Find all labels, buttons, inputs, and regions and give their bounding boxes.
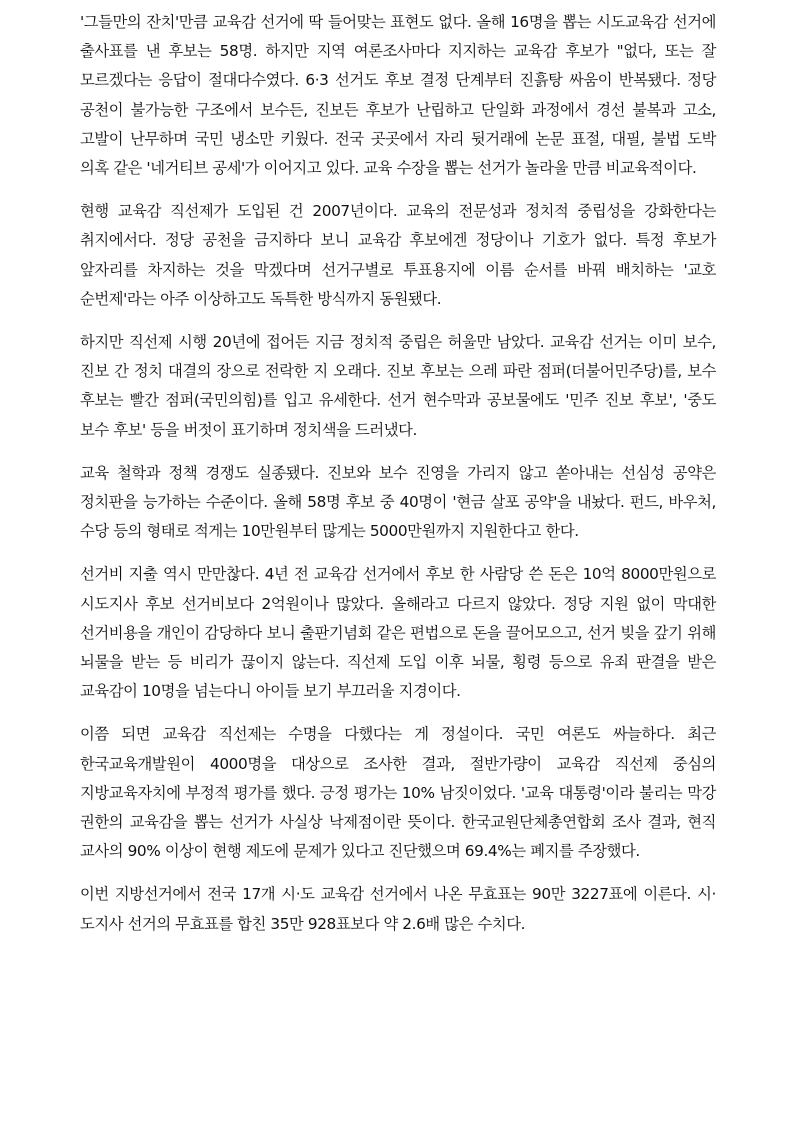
paragraph-4: 교육 철학과 정책 경쟁도 실종됐다. 진보와 보수 진영을 가리지 않고 쏟아내는 선심성 공약은 정치판을 능가하는 수준이다. 올해 58명 후보 중 40명이 '현금 살포 공약'을 내놨다. 펀드, 바우처, 수당 등의 형태로 적게는 10만원부터 많게는 5000만원까지 지원한다고 한다. <box>80 463 716 541</box>
paragraph-3: 하지만 직선제 시행 20년에 접어든 지금 정치적 중립은 허울만 남았다. 교육감 선거는 이미 보수, 진보 간 정치 대결의 장으로 전락한 지 오래다. 진보 후보는 으레 파란 점퍼(더불어민주당)를, 보수 후보는 빨간 점퍼(국민의힘)를 입고 유세한다. 선거 현수막과 공보물에도 '민주 진보 후보', '중도 보수 후보' 등을 버젓이 표기하며 정치색을 드러냈다. <box>80 333 716 439</box>
paragraph-2: 현행 교육감 직선제가 도입된 건 2007년이다. 교육의 전문성과 정치적 중립성을 강화한다는 취지에서다. 정당 공천을 금지하다 보니 교육감 후보에겐 정당이나 기호가 없다. 특정 후보가 앞자리를 차지하는 것을 막겠다며 선거구별로 투표용지에 이름 순서를 바꿔 배치하는 '교호 순번제'라는 아주 이상하고도 독특한 방식까지 동원됐다. <box>80 202 716 308</box>
article-body <box>80 8 716 953</box>
paragraph-5: 선거비 지출 역시 만만찮다. 4년 전 교육감 선거에서 후보 한 사람당 쓴 돈은 10억 8000만원으로 시도지사 후보 선거비보다 2억원이나 많았다. 올해라고 다르지 않았다. 정당 지원 없이 막대한 선거비용을 개인이 감당하다 보니 출판기념회 같은 편법으로 돈을 끌어모으고, 선거 빚을 갚기 위해 뇌물을 받는 등 비리가 끊이지 않는다. 직선제 도입 이후 뇌물, 횡령 등으로 유죄 판결을 받은 교육감이 10명을 넘는다니 아이들 보기 부끄러울 지경이다. <box>80 565 716 701</box>
paragraph-6: 이쯤 되면 교육감 직선제는 수명을 다했다는 게 정설이다. 국민 여론도 싸늘하다. 최근 한국교육개발원이 4000명을 대상으로 조사한 결과, 절반가량이 교육감 직선제 중심의 지방교육자치에 부정적 평가를 했다. 긍정 평가는 10% 남짓이었다. '교육 대통령'이라 불리는 막강 권한의 교육감을 뽑는 선거가 사실상 낙제점이란 뜻이다. 한국교원단체총연합회 조사 결과, 현직 교사의 90% 이상이 현행 제도에 문제가 있다고 진단했으며 69.4%는 폐지를 주장했다. <box>80 725 716 861</box>
paragraph-1: '그들만의 잔치'만큼 교육감 선거에 딱 들어맞는 표현도 없다. 올해 16명을 뽑는 시도교육감 선거에 출사표를 낸 후보는 58명. 하지만 지역 여론조사마다 지지하는 교육감 후보가 "없다, 또는 잘 모르겠다는 응답이 절대다수였다. 6·3 선거도 후보 결정 단계부터 진흙탕 싸움이 반복됐다. 정당 공천이 불가능한 구조에서 보수든, 진보든 후보가 난립하고 단일화 과정에서 경선 불복과 고소, 고발이 난무하며 국민 냉소만 키웠다. 전국 곳곳에서 자리 뒷거래에 논문 표절, 대필, 불법 도박 의혹 같은 '네거티브 공세'가 이어지고 있다. 교육 수장을 뽑는 선거가 놀라울 만큼 비교육적이다. <box>80 13 716 178</box>
paragraph-7: 이번 지방선거에서 전국 17개 시·도 교육감 선거에서 나온 무효표는 90만 3227표에 이른다. 시·도지사 선거의 무효표를 합친 35만 928표보다 약 2.6배 많은 수치다. <box>80 885 716 933</box>
